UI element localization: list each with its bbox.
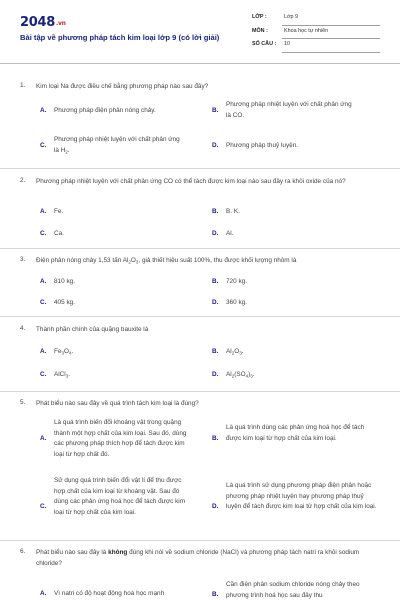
option-a[interactable] bbox=[40, 418, 200, 464]
site-logo[interactable] bbox=[20, 15, 66, 30]
question-divider bbox=[0, 248, 400, 249]
subscript: 3 bbox=[61, 350, 64, 356]
option-text-tail: . bbox=[67, 146, 70, 154]
option-text: 810 kg. bbox=[54, 278, 75, 285]
option-letter: A. bbox=[40, 590, 47, 597]
meta-label: LỚP : bbox=[252, 14, 267, 20]
option-text: 720 kg. bbox=[226, 278, 247, 285]
option-text: Ca. bbox=[54, 230, 64, 237]
formula-part: . bbox=[252, 371, 255, 378]
question-text-pre: Phát biểu nào sau đây là bbox=[36, 549, 109, 556]
option-letter: D. bbox=[212, 371, 219, 378]
question-text: Phát biểu nào sau đây về quá trình tách kim loại là đúng? bbox=[36, 400, 199, 407]
option-text: 405 kg. bbox=[54, 299, 75, 306]
header-divider bbox=[0, 63, 400, 64]
option-text-main: Phương pháp nhiệt luyện với chất phản ứng là H bbox=[54, 136, 180, 154]
option-letter: D. bbox=[212, 230, 219, 237]
question-text: Kim loại Na được điều chế bằng phương pháp nào sau đây? bbox=[36, 83, 209, 90]
logo-suffix: .vn bbox=[55, 20, 66, 27]
question-divider bbox=[0, 540, 400, 541]
option-text: Cần điện phân sodium chloride nóng chảy theo phương trình hoá học sau đây thu bbox=[226, 581, 360, 599]
option-letter: B. bbox=[212, 107, 219, 114]
document-title: Bài tập về phương pháp tách kim loại lớp 9 (có lời giải) bbox=[20, 33, 220, 42]
meta-value: Lớp 9 bbox=[284, 14, 299, 20]
formula-part: ) bbox=[248, 371, 251, 378]
option-letter: D. bbox=[212, 142, 219, 149]
option-letter: A. bbox=[40, 208, 47, 215]
option-text: Sử dụng quá trình biến đổi vật lí để thu được hợp chất của kim loại từ khoáng vật. Sau đó dùng các phản ứng hoá học để tách được kim loại từ hợp chất của kim loại. bbox=[54, 477, 186, 516]
question-divider bbox=[0, 316, 400, 317]
meta-label: MÔN : bbox=[252, 27, 268, 34]
meta-info bbox=[252, 12, 380, 53]
option-text: Fe. bbox=[54, 208, 64, 215]
subscript: 2 bbox=[65, 149, 68, 154]
option-text bbox=[54, 135, 184, 158]
formula-part: O bbox=[234, 348, 240, 355]
option-text: Là quá trình biến đổi khoáng vật trong quặng thành một hợp chất của kim loại. Sau đó, dùng các phương pháp thích hợp để tách được kim loại từ hợp chất đó. bbox=[54, 419, 187, 458]
option-letter: C. bbox=[40, 230, 47, 237]
option-text: Phương pháp thuỷ luyện. bbox=[226, 142, 299, 149]
meta-row-subject bbox=[252, 26, 380, 40]
meta-row-count bbox=[252, 39, 380, 53]
formula-part: Al bbox=[226, 371, 232, 378]
formula-part: AlCl bbox=[54, 371, 66, 378]
option-text: Là quá trình sử dụng phương pháp điện phân hoặc phương pháp nhiệt luyện hay phương pháp thuỷ luyện để tách được kim loại từ hợp chất của kim loại. bbox=[226, 482, 377, 510]
question-number: 4. bbox=[20, 325, 26, 332]
option-c[interactable] bbox=[40, 476, 200, 522]
option-letter: B. bbox=[212, 591, 219, 598]
option-text: Al. bbox=[226, 230, 234, 237]
question-text: Thành phần chính của quặng bauxite là bbox=[36, 326, 149, 333]
option-letter: D. bbox=[212, 503, 219, 510]
document-header bbox=[0, 0, 400, 62]
question-text bbox=[36, 548, 382, 569]
formula-part: O bbox=[63, 348, 69, 355]
option-letter: B. bbox=[212, 435, 219, 442]
question-text bbox=[36, 256, 382, 268]
option-text: Là quá trình dùng các phản ứng hoá học để tách được kim loại từ hợp chất của kim loại. bbox=[226, 424, 365, 442]
formula-part: Fe bbox=[54, 348, 62, 355]
option-text: Phương pháp điện phân nóng chảy. bbox=[54, 107, 156, 114]
meta-row-class bbox=[252, 12, 380, 26]
option-text bbox=[54, 370, 200, 382]
question-divider bbox=[0, 391, 400, 392]
option-letter: B. bbox=[212, 348, 219, 355]
logo-text: 2048 bbox=[20, 15, 55, 30]
option-text: Phương pháp nhiệt luyện với chất phản ứng là CO. bbox=[226, 101, 352, 119]
question-text-post: đúng khi nói về sodium chloride (NaCl) và phương pháp tách natri ra khỏi sodium chloride? bbox=[36, 549, 360, 567]
subscript: 3 bbox=[135, 259, 139, 265]
subscript: 3 bbox=[250, 373, 253, 379]
formula-part: . bbox=[71, 348, 74, 355]
option-letter: C. bbox=[40, 299, 47, 306]
meta-value: 10 bbox=[284, 41, 290, 47]
formula-part: (SO bbox=[234, 371, 246, 378]
meta-label: SỐ CÂU : bbox=[252, 41, 277, 47]
question-text-pre: Điện phân nóng chảy 1,53 tấn Al bbox=[36, 257, 129, 264]
question-number: 5. bbox=[20, 399, 26, 406]
question-text-post: , giả thiết hiệu suất 100%, thu được khối lượng nhôm là bbox=[138, 257, 297, 264]
option-b[interactable] bbox=[212, 423, 372, 457]
meta-value: Khoa học tự nhiên bbox=[284, 27, 329, 34]
subscript: 3 bbox=[65, 373, 69, 379]
option-letter: C. bbox=[40, 503, 47, 510]
subscript: 4 bbox=[245, 373, 249, 379]
option-letter: A. bbox=[40, 348, 47, 355]
subscript: 3 bbox=[239, 350, 242, 356]
question-number: 3. bbox=[20, 256, 26, 263]
option-text: B. K. bbox=[226, 208, 240, 215]
option-text bbox=[54, 347, 200, 359]
question-number: 2. bbox=[20, 177, 26, 184]
option-letter: A. bbox=[40, 435, 47, 442]
option-text: Vì natri có độ hoạt động hoá học mạnh bbox=[54, 590, 165, 597]
formula-part: . bbox=[68, 371, 71, 378]
option-letter: B. bbox=[212, 278, 219, 285]
meta-underline bbox=[282, 52, 380, 53]
question-divider bbox=[0, 168, 400, 169]
question-number: 1. bbox=[20, 82, 26, 89]
option-letter: A. bbox=[40, 278, 47, 285]
subscript: 2 bbox=[128, 259, 131, 265]
subscript: 2 bbox=[231, 350, 235, 356]
question-text-mid: O bbox=[130, 257, 136, 264]
option-letter: A. bbox=[40, 107, 47, 114]
question-text: Phương pháp nhiệt luyện với chất phản ứng CO có thể tách được kim loại nào sau đây ra khỏi oxide của nó? bbox=[36, 178, 346, 185]
formula-part: Al bbox=[226, 348, 232, 355]
option-letter: B. bbox=[212, 208, 219, 215]
option-d[interactable] bbox=[212, 481, 377, 527]
option-letter: C. bbox=[40, 371, 47, 378]
option-text bbox=[226, 347, 372, 359]
subscript: 4 bbox=[68, 350, 72, 356]
formula-part: . bbox=[241, 348, 244, 355]
question-number: 6. bbox=[20, 548, 26, 555]
option-text bbox=[226, 370, 372, 382]
subscript: 2 bbox=[231, 373, 235, 379]
option-text: 360 kg. bbox=[226, 299, 247, 306]
option-letter: D. bbox=[212, 299, 219, 306]
question-text-bold: không bbox=[108, 549, 128, 556]
option-letter: C. bbox=[40, 142, 47, 149]
